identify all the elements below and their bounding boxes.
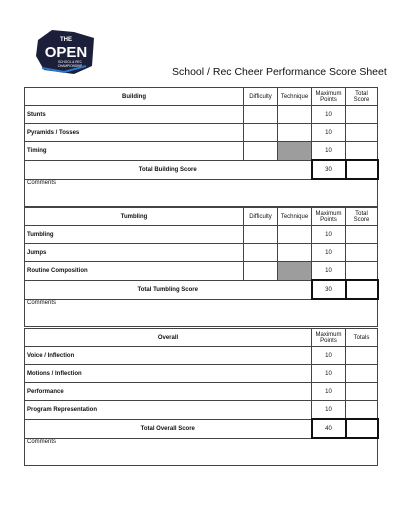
table-row (25, 347, 378, 365)
logo-line3: SCHOOL & REC (58, 60, 82, 64)
total-score-box[interactable] (346, 419, 378, 438)
row-label: Pyramids / Tosses (25, 124, 244, 142)
totals-header: Totals (346, 329, 378, 347)
difficulty-cell[interactable] (244, 106, 278, 124)
row-label: Voice / Inflection (25, 347, 312, 365)
section-title: Building (25, 88, 244, 106)
total-score-cell[interactable] (346, 365, 378, 383)
difficulty-cell[interactable] (244, 262, 278, 281)
total-score-cell[interactable] (346, 226, 378, 244)
total-score-cell[interactable] (346, 383, 378, 401)
total-row (25, 280, 378, 299)
section-title: Tumbling (25, 208, 244, 226)
max-points-cell: 10 (312, 142, 346, 161)
table-row (25, 124, 378, 142)
comments-field[interactable]: Comments (25, 438, 378, 466)
total-label: Total Tumbling Score (25, 280, 312, 299)
comments-row (25, 179, 378, 207)
total-score-header: Total Score (346, 88, 378, 106)
total-score-cell[interactable] (346, 244, 378, 262)
total-row (25, 160, 378, 179)
total-score-cell[interactable] (346, 106, 378, 124)
table-row (25, 226, 378, 244)
building-header-row (25, 88, 378, 106)
technique-header: Technique (278, 88, 312, 106)
max-points-cell: 10 (312, 262, 346, 281)
difficulty-cell[interactable] (244, 226, 278, 244)
difficulty-cell[interactable] (244, 142, 278, 161)
max-points-cell: 10 (312, 347, 346, 365)
total-score-cell[interactable] (346, 401, 378, 420)
logo-line1: THE (60, 37, 72, 43)
overall-table (24, 328, 379, 466)
total-label: Total Overall Score (25, 419, 312, 438)
total-label: Total Building Score (25, 160, 312, 179)
row-label: Performance (25, 383, 312, 401)
technique-cell-disabled (278, 262, 312, 281)
comments-row (25, 438, 378, 466)
table-row (25, 106, 378, 124)
comments-row (25, 299, 378, 327)
max-points-header: Maximum Points (312, 329, 346, 347)
row-label: Routine Composition (25, 262, 244, 281)
technique-header: Technique (278, 208, 312, 226)
comments-field[interactable]: Comments (25, 299, 378, 327)
technique-cell[interactable] (278, 124, 312, 142)
logo-line2: OPEN (44, 44, 88, 61)
page-title: School / Rec Cheer Performance Score Sheet (172, 66, 387, 78)
difficulty-cell[interactable] (244, 244, 278, 262)
technique-cell-disabled (278, 142, 312, 161)
difficulty-cell[interactable] (244, 124, 278, 142)
total-row (25, 419, 378, 438)
max-points-cell: 10 (312, 365, 346, 383)
comments-field[interactable]: Comments (25, 179, 378, 207)
table-row (25, 383, 378, 401)
total-score-header: Total Score (346, 208, 378, 226)
total-score-cell[interactable] (346, 347, 378, 365)
max-points-cell: 10 (312, 226, 346, 244)
difficulty-header: Difficulty (244, 208, 278, 226)
row-label: Timing (25, 142, 244, 161)
table-row (25, 244, 378, 262)
difficulty-header: Difficulty (244, 88, 278, 106)
total-score-box[interactable] (346, 160, 378, 179)
max-points-cell: 10 (312, 383, 346, 401)
building-table (24, 87, 379, 207)
table-row (25, 365, 378, 383)
tumbling-header-row (25, 208, 378, 226)
max-points-cell: 10 (312, 401, 346, 420)
total-score-box[interactable] (346, 280, 378, 299)
max-points-cell: 10 (312, 106, 346, 124)
table-row (25, 262, 378, 281)
total-score-cell[interactable] (346, 142, 378, 161)
table-row (25, 401, 378, 420)
total-score-cell[interactable] (346, 262, 378, 281)
row-label: Stunts (25, 106, 244, 124)
total-max-cell: 30 (312, 280, 346, 299)
table-row (25, 142, 378, 161)
tumbling-table (24, 207, 379, 327)
technique-cell[interactable] (278, 106, 312, 124)
row-label: Motions / Inflection (25, 365, 312, 383)
technique-cell[interactable] (278, 226, 312, 244)
row-label: Jumps (25, 244, 244, 262)
row-label: Tumbling (25, 226, 244, 244)
row-label: Program Representation (25, 401, 312, 420)
technique-cell[interactable] (278, 244, 312, 262)
total-max-cell: 30 (312, 160, 346, 179)
max-points-header: Maximum Points (312, 88, 346, 106)
max-points-cell: 10 (312, 124, 346, 142)
the-open-logo (34, 28, 98, 76)
max-points-cell: 10 (312, 244, 346, 262)
max-points-header: Maximum Points (312, 208, 346, 226)
section-title: Overall (25, 329, 312, 347)
total-max-cell: 40 (312, 419, 346, 438)
total-score-cell[interactable] (346, 124, 378, 142)
overall-header-row (25, 329, 378, 347)
logo-line4: CHAMPIONSHIP (57, 64, 83, 68)
